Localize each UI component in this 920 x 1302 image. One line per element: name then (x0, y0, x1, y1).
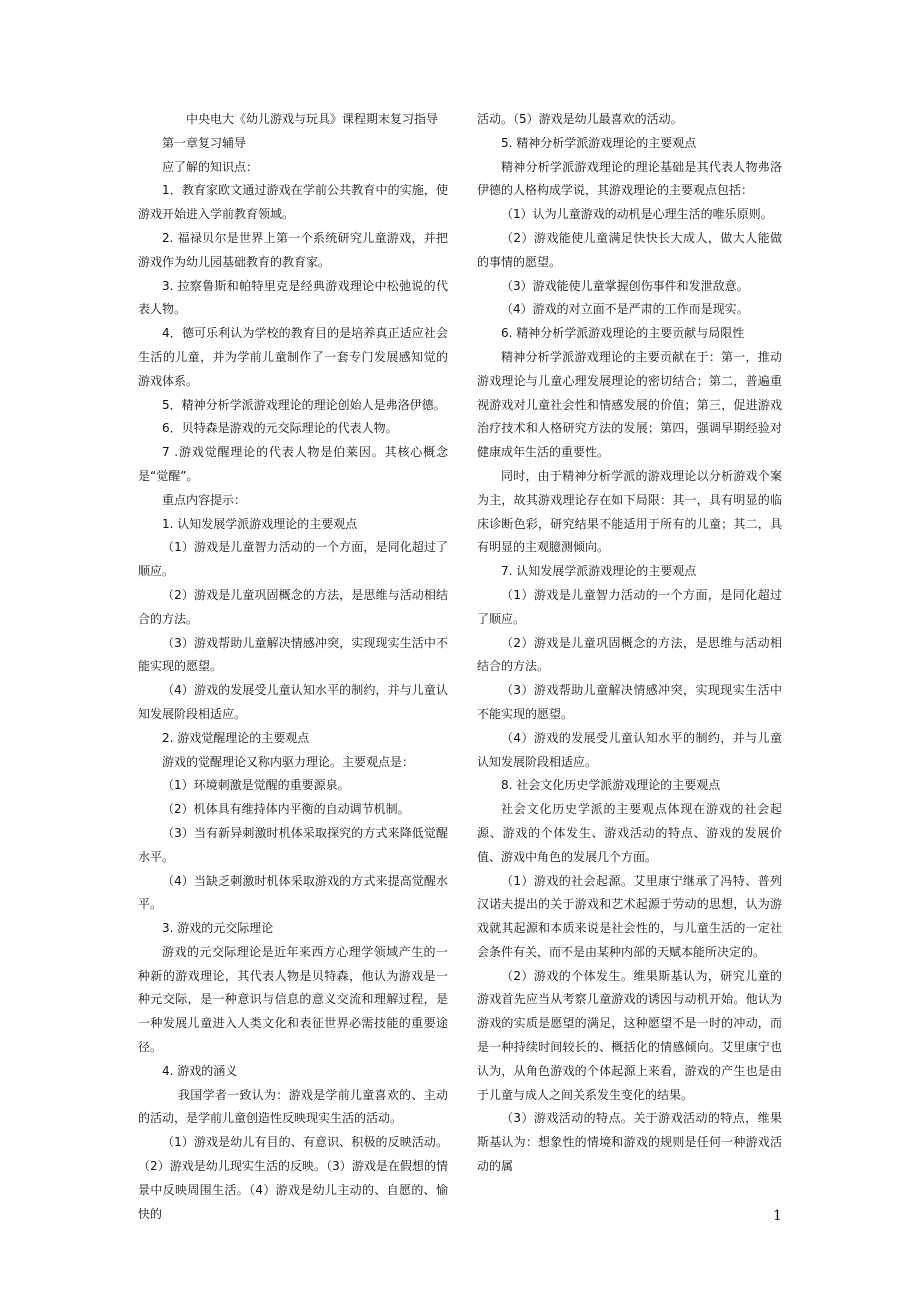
right-paragraph: 5. 精神分析学派游戏理论的主要观点 (501, 135, 697, 150)
left-paragraph: （4）游戏的发展受儿童认知水平的制约，并与儿童认知发展阶段相适应。 (138, 683, 448, 721)
left-paragraph: 2. 福禄贝尔是世界上第一个系统研究儿童游戏，并把游戏作为幼儿园基础教育的教育家。 (138, 230, 448, 269)
left-paragraph: 4．德可乐利认为学校的教育目的是培养真正适应社会生活的儿童，并为学前儿童制作了一套专门发展感知觉的游戏体系。 (138, 326, 448, 388)
left-paragraph: （1）游戏是儿童智力活动的一个方面，是同化超过了顺应。 (138, 540, 448, 579)
right-paragraph: （2）游戏的个体发生。维果斯基认为，研究儿童的游戏首先应当从考察儿童游戏的诱因与动机开始。他认为游戏的实质是愿望的满足，这种愿望不是一时的冲动，而是一种持续时间较长的、概括化的情感倾向。艾里康宁也认为，从角色游戏的个体起源上来看，游戏的产生也是由于儿童与成人之间关系发生变化的结果。 (477, 968, 782, 1102)
right-paragraph: （1）游戏是儿童智力活动的一个方面，是同化超过了顺应。 (477, 587, 782, 626)
right-paragraph: 活动。（5）游戏是幼儿最喜欢的活动。 (477, 112, 683, 126)
right-paragraph: （2）游戏是儿童巩固概念的方法，是思维与活动相结合的方法。 (477, 635, 782, 674)
left-paragraph: 6．贝特森是游戏的元交际理论的代表人物。 (162, 421, 398, 436)
left-paragraph: （1）环境刺激是觉醒的重要源泉。 (162, 778, 350, 793)
page-number: 1 (773, 1208, 782, 1224)
left-paragraph: 第一章复习辅导 (162, 135, 247, 150)
left-paragraph: （3）游戏帮助儿童解决情感冲突，实现现实生活中不能实现的愿望。 (138, 635, 448, 674)
left-paragraph: 中央电大《幼儿游戏与玩具》课程期末复习指导 (186, 112, 439, 126)
left-paragraph: 游戏的觉醒理论又称内驱力理论。主要观点是： (162, 754, 415, 769)
right-paragraph: 8. 社会文化历史学派游戏理论的主要观点 (501, 778, 721, 793)
right-paragraph: （2）游戏能使儿童满足快快长大成人，做大人能做的事情的愿望。 (477, 230, 782, 269)
right-paragraph: （3）游戏活动的特点。关于游戏活动的特点，维果斯基认为：想象性的情境和游戏的规则是任何一种游戏活动的属 (477, 1111, 782, 1174)
right-paragraph: （3）游戏帮助儿童解决情感冲突，实现现实生活中不能实现的愿望。 (477, 683, 782, 721)
left-paragraph: 2. 游戏觉醒理论的主要观点 (162, 730, 310, 745)
right-column (477, 108, 782, 1179)
left-paragraph: （2）游戏是儿童巩固概念的方法，是思维与活动相结合的方法。 (138, 587, 448, 626)
left-paragraph: 4. 游戏的涵义 (162, 1063, 238, 1078)
right-paragraph: 7. 认知发展学派游戏理论的主要观点 (501, 564, 697, 579)
right-paragraph: （4）游戏的发展受儿童认知水平的制约，并与儿童认知发展阶段相适应。 (477, 730, 782, 769)
right-paragraph: 精神分析学派游戏理论的理论基础是其代表人物弗洛伊德的人格构成学说，其游戏理论的主要观点包括： (477, 159, 782, 198)
right-paragraph: 精神分析学派游戏理论的主要贡献在于：第一，推动游戏理论与儿童心理发展理论的密切结合；第二，普遍重视游戏对儿童社会性和情感发展的价值；第三，促进游戏治疗技术和人格研究方法的发展；第四，强调早期经验对健康成年生活的重要性。 (477, 349, 782, 460)
left-paragraph: 3. 拉察鲁斯和帕特里克是经典游戏理论中松弛说的代表人物。 (138, 278, 448, 317)
left-paragraph: （2）机体具有维持体内平衡的自动调节机制。 (162, 802, 410, 817)
right-paragraph: （3）游戏能使儿童掌握创伤事件和发泄敌意。 (501, 278, 749, 293)
left-paragraph: 1. 认知发展学派游戏理论的主要观点 (162, 516, 358, 531)
right-paragraph: 社会文化历史学派的主要观点体现在游戏的社会起源、游戏的个体发生、游戏活动的特点、游戏的发展价值、游戏中角色的发展几个方面。 (477, 802, 782, 864)
left-paragraph: （1）游戏是幼儿有目的、有意识、积极的反映活动。（2）游戏是幼儿现实生活的反映。（3）游戏是在假想的情景中反映周围生活。（4）游戏是幼儿主动的、自愿的、愉快的 (138, 1135, 448, 1221)
left-paragraph: （4）当缺乏刺激时机体采取游戏的方式来提高觉醒水平。 (138, 873, 448, 912)
left-paragraph: 游戏的元交际理论是近年来西方心理学领域产生的一种新的游戏理论，其代表人物是贝特森，他认为游戏是一种元交际，是一种意识与信息的意义交流和理解过程，是一种发展儿童进入人类文化和表征世界必需技能的重要途径。 (138, 944, 448, 1055)
left-column (138, 108, 448, 1226)
left-paragraph: 我国学者一致认为：游戏是学前儿童喜欢的、主动的活动，是学前儿童创造性反映现实生活的活动。 (138, 1087, 448, 1126)
right-paragraph: 6. 精神分析学派游戏理论的主要贡献与局限性 (501, 326, 745, 341)
left-paragraph: 7 .游戏觉醒理论的代表人物是伯莱因。其核心概念是“觉醒”。 (138, 445, 448, 483)
left-paragraph: 5．精神分析学派游戏理论的理论创始人是弗洛伊德。 (162, 397, 446, 412)
left-paragraph: （3）当有新异刺激时机体采取探究的方式来降低觉醒水平。 (138, 825, 448, 864)
right-paragraph: （1）游戏的社会起源。艾里康宁继承了冯特、普列汉诺夫提出的关于游戏和艺术起源于劳动的思想，认为游戏就其起源和本质来说是社会性的，与儿童生活的一定社会条件有关，而不是由某种内部的天赋本能所决定的。 (477, 873, 782, 959)
left-paragraph: 应了解的知识点： (162, 159, 259, 174)
left-paragraph: 1．教育家欧文通过游戏在学前公共教育中的实施，使游戏开始进入学前教育领域。 (138, 183, 448, 222)
left-paragraph: 3. 游戏的元交际理论 (162, 921, 274, 936)
right-paragraph: （4）游戏的对立面不是严肃的工作而是现实。 (501, 302, 749, 317)
right-paragraph: （1）认为儿童游戏的动机是心理生活的唯乐原则。 (501, 207, 773, 222)
right-paragraph: 同时，由于精神分析学派的游戏理论以分析游戏个案为主，故其游戏理论存在如下局限：其一，具有明显的临床诊断色彩，研究结果不能适用于所有的儿童；其二，具有明显的主观臆测倾向。 (477, 468, 782, 555)
left-paragraph: 重点内容提示： (162, 492, 247, 507)
